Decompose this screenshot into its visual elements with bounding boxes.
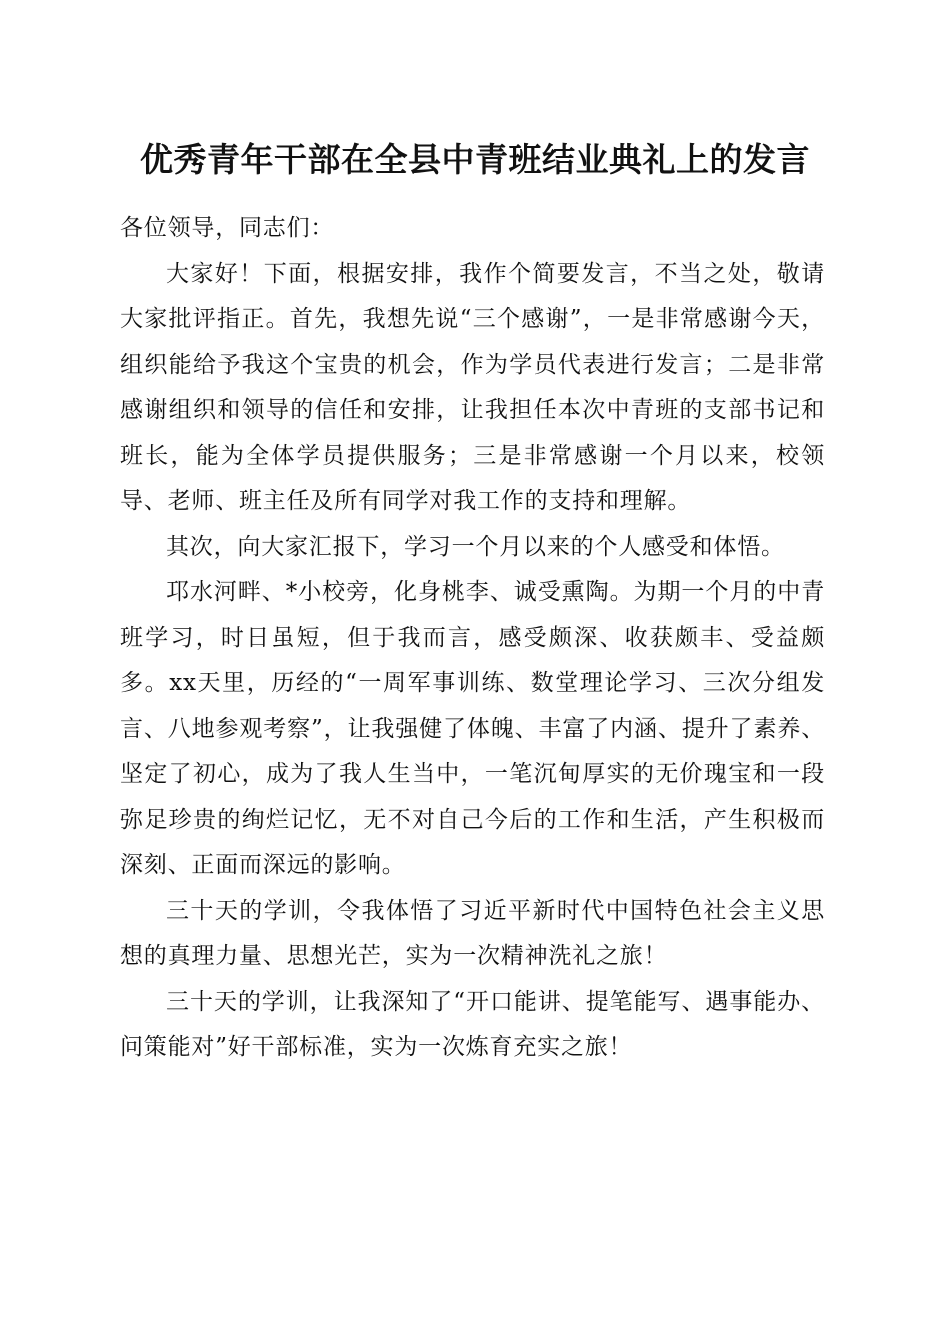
paragraph-report: 其次，向大家汇报下，学习一个月以来的个人感受和体悟。 <box>166 533 785 560</box>
paragraph-thanks: 大家好！下面，根据安排，我作个简要发言，不当之处，敬请大家批评指正。首先，我想先说“三个感谢”，一是非常感谢今天，组织能给予我这个宝贵的机会，作为学员代表进行发言；二是非常感谢组织和领导的信任和安排，让我担任本次中青班的支部书记和班长，能为全体学员提供服务；三是非常感谢一个月以来，校领导、老师、班主任及所有同学对我工作的支持和理解。 <box>120 260 825 514</box>
paragraph-spiritual: 三十天的学训，令我体悟了习近平新时代中国特色社会主义思想的真理力量、思想光芒，实为一次精神洗礼之旅！ <box>120 897 825 969</box>
document-title: 优秀青年干部在全县中青班结业典礼上的发言 <box>140 140 810 179</box>
paragraph-experience: 邛水河畔、*小校旁，化身桃李、诚受熏陶。为期一个月的中青班学习，时日虽短，但于我而言，感受颇深、收获颇丰、受益颇多。xx天里，历经的“一周军事训练、数堂理论学习、三次分组发言、八地参观考察”，让我强健了体魄、丰富了内涵、提升了素养、坚定了初心，成为了我人生当中，一笔沉甸厚实的无价瑰宝和一段弥足珍贵的绚烂记忆，无不对自己今后的工作和生活，产生积极而深刻、正面而深远的影响。 <box>120 579 825 878</box>
salutation: 各位领导，同志们： <box>120 215 335 241</box>
document-body <box>120 206 825 1071</box>
paragraph-standard: 三十天的学训，让我深知了“开口能讲、提笔能写、遇事能办、问策能对”好干部标准，实为一次炼育充实之旅！ <box>120 988 825 1060</box>
